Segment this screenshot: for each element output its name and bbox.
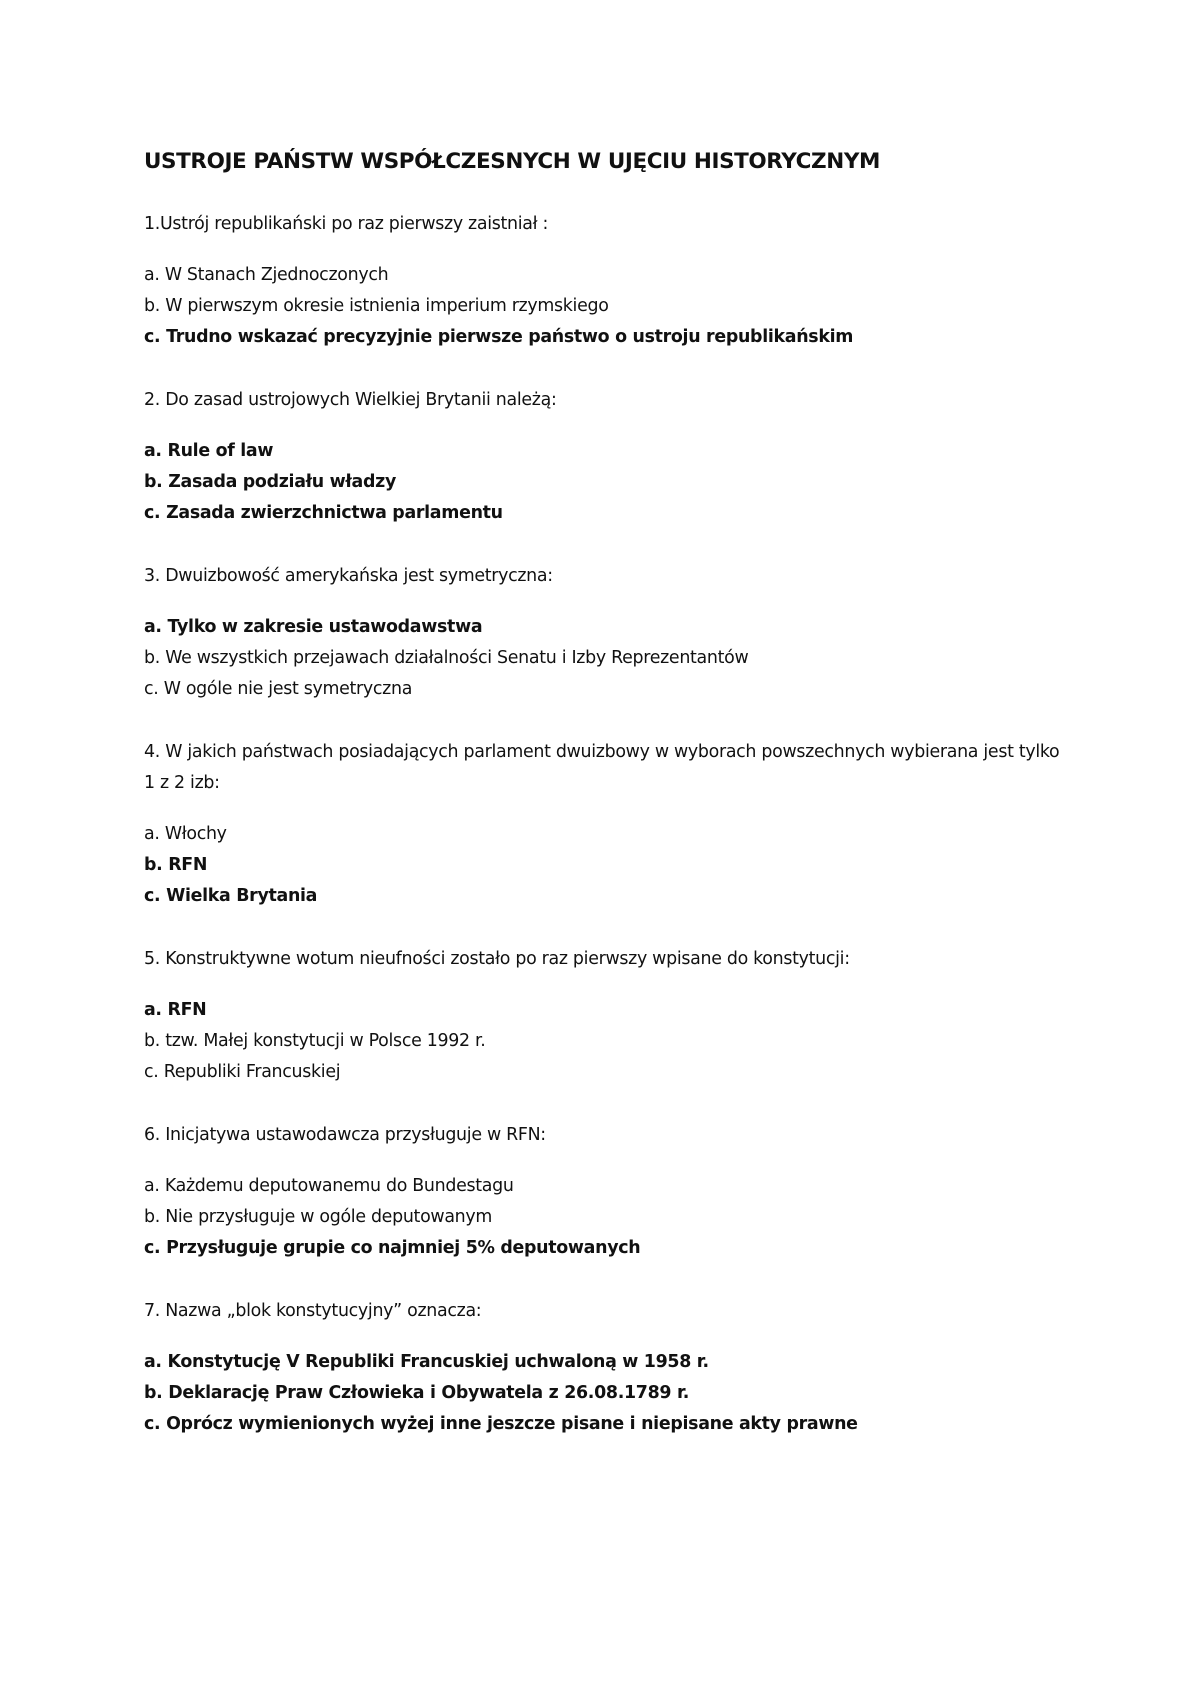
answer-option: a. Każdemu deputowanemu do Bundestagu bbox=[144, 1176, 514, 1196]
answer-list bbox=[144, 995, 1064, 1088]
answer-option: a. W Stanach Zjednoczonych bbox=[144, 265, 389, 285]
answer-option-correct: a. Rule of law bbox=[144, 441, 274, 461]
answer-list bbox=[144, 612, 1064, 705]
question-text: 7. Nazwa „blok konstytucyjny” oznacza: bbox=[144, 1301, 482, 1321]
question-7 bbox=[144, 1296, 1064, 1440]
question-2 bbox=[144, 385, 1064, 529]
question-text: 6. Inicjatywa ustawodawcza przysługuje w RFN: bbox=[144, 1125, 546, 1145]
answer-list bbox=[144, 260, 1064, 353]
answer-list bbox=[144, 1347, 1064, 1440]
answer-option: b. Nie przysługuje w ogóle deputowanym bbox=[144, 1207, 493, 1227]
answer-option-correct: a. RFN bbox=[144, 1000, 207, 1020]
answer-list bbox=[144, 1171, 1064, 1264]
question-list bbox=[144, 209, 1064, 1440]
answer-option-correct: b. RFN bbox=[144, 855, 208, 875]
answer-option-correct: c. Trudno wskazać precyzyjnie pierwsze państwo o ustroju republikańskim bbox=[144, 327, 854, 347]
question-6 bbox=[144, 1120, 1064, 1264]
question-3 bbox=[144, 561, 1064, 705]
answer-list bbox=[144, 819, 1064, 912]
answer-option-correct: c. Wielka Brytania bbox=[144, 886, 318, 906]
question-text: 1.Ustrój republikański po raz pierwszy zaistniał : bbox=[144, 214, 549, 234]
answer-list bbox=[144, 436, 1064, 529]
question-4 bbox=[144, 737, 1064, 912]
answer-option-correct: b. Zasada podziału władzy bbox=[144, 472, 396, 492]
question-text: 4. W jakich państwach posiadających parlament dwuizbowy w wyborach powszechnych wybierana jest tylko 1 z 2 izb: bbox=[144, 742, 1060, 793]
question-1 bbox=[144, 209, 1064, 353]
answer-option: c. Republiki Francuskiej bbox=[144, 1062, 341, 1082]
document-content bbox=[144, 146, 1064, 1472]
answer-option-correct: c. Zasada zwierzchnictwa parlamentu bbox=[144, 503, 503, 523]
answer-option: c. W ogóle nie jest symetryczna bbox=[144, 679, 413, 699]
answer-option: b. W pierwszym okresie istnienia imperium rzymskiego bbox=[144, 296, 609, 316]
document-title: USTROJE PAŃSTW WSPÓŁCZESNYCH W UJĘCIU HISTORYCZNYM bbox=[144, 149, 881, 174]
answer-option-correct: c. Oprócz wymienionych wyżej inne jeszcze pisane i niepisane akty prawne bbox=[144, 1414, 858, 1434]
answer-option: b. tzw. Małej konstytucji w Polsce 1992 r. bbox=[144, 1031, 486, 1051]
question-5 bbox=[144, 944, 1064, 1088]
answer-option-correct: a. Tylko w zakresie ustawodawstwa bbox=[144, 617, 483, 637]
answer-option-correct: c. Przysługuje grupie co najmniej 5% deputowanych bbox=[144, 1238, 641, 1258]
answer-option: b. We wszystkich przejawach działalności Senatu i Izby Reprezentantów bbox=[144, 648, 749, 668]
question-text: 5. Konstruktywne wotum nieufności zostało po raz pierwszy wpisane do konstytucji: bbox=[144, 949, 850, 969]
answer-option-correct: b. Deklarację Praw Człowieka i Obywatela z 26.08.1789 r. bbox=[144, 1383, 690, 1403]
question-text: 2. Do zasad ustrojowych Wielkiej Brytanii należą: bbox=[144, 390, 557, 410]
answer-option-correct: a. Konstytucję V Republiki Francuskiej uchwaloną w 1958 r. bbox=[144, 1352, 709, 1372]
answer-option: a. Włochy bbox=[144, 824, 227, 844]
question-text: 3. Dwuizbowość amerykańska jest symetryczna: bbox=[144, 566, 553, 586]
